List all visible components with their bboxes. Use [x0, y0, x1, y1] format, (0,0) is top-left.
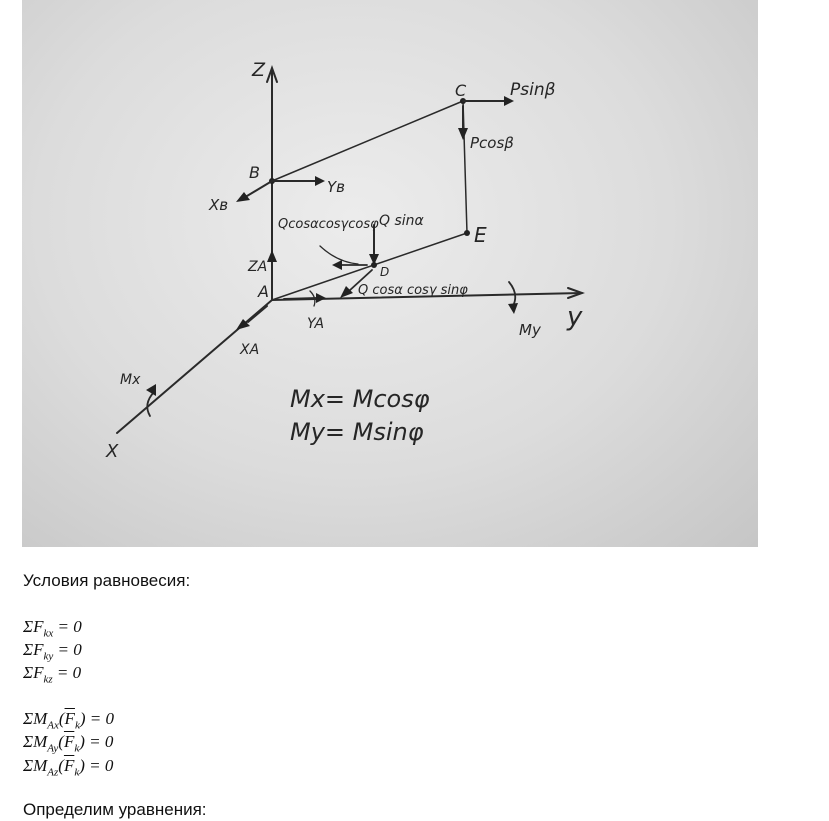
equilibrium-heading: Условия равновесия:	[23, 571, 191, 590]
point-e-label: E	[474, 223, 487, 247]
force-eq-x: $\Sigma F_{kx} = 0$	[23, 617, 82, 640]
diagram-drawing	[22, 0, 758, 547]
q-ccc-leader	[320, 246, 358, 264]
my-label: My	[519, 321, 541, 339]
x-axis-label: X	[106, 441, 119, 462]
z-axis-label: Z	[252, 59, 266, 81]
equations-heading: Определим уравнения:	[23, 800, 207, 819]
y-b-label: Yв	[327, 178, 346, 196]
point-d-label: D	[380, 265, 390, 279]
moment-eq-y: $\Sigma M_{Ay}(\overline{F}_k) = 0$	[23, 732, 114, 755]
formula-my: My= Msinφ	[290, 418, 424, 446]
y-a-label: YA	[307, 316, 325, 332]
force-eq-y: $\Sigma F_{ky} = 0$	[23, 640, 82, 663]
diagram-photo	[22, 0, 758, 547]
x-axis-line	[117, 300, 272, 433]
moment-eq-x: $\Sigma M_{Ax}(\overline{F}_k) = 0$	[23, 709, 114, 732]
p-sin-label: Psinβ	[510, 80, 556, 100]
point-a-label: A	[258, 282, 269, 301]
point-b-label: B	[249, 163, 260, 182]
y-axis-label: y	[567, 302, 583, 332]
point-e-dot	[464, 230, 470, 236]
q-cos-cos-cos-label: Qcosαcosγcosφ	[278, 217, 379, 232]
moment-eq-z: $\Sigma M_{Az}(\overline{F}_k) = 0$	[23, 756, 114, 779]
p-cos-label: Pcosβ	[470, 134, 514, 152]
x-a-label: XA	[240, 342, 260, 358]
formula-mx: Mx= Mcosφ	[290, 385, 430, 413]
force-eq-z: $\Sigma F_{kz} = 0$	[23, 663, 82, 686]
point-c-label: C	[455, 81, 467, 100]
q-sin-label: Q sinα	[379, 213, 424, 229]
y-a-arrow	[284, 298, 318, 299]
bc-line	[272, 101, 463, 181]
x-b-label: Xв	[209, 196, 229, 214]
z-a-label: ZA	[248, 259, 268, 275]
x-b-arrow	[247, 181, 272, 196]
mx-label: Mx	[120, 372, 141, 388]
x-a-arrow	[248, 306, 267, 322]
q-cos-cos-sin-label: Q cosα cosγ sinφ	[358, 283, 468, 298]
